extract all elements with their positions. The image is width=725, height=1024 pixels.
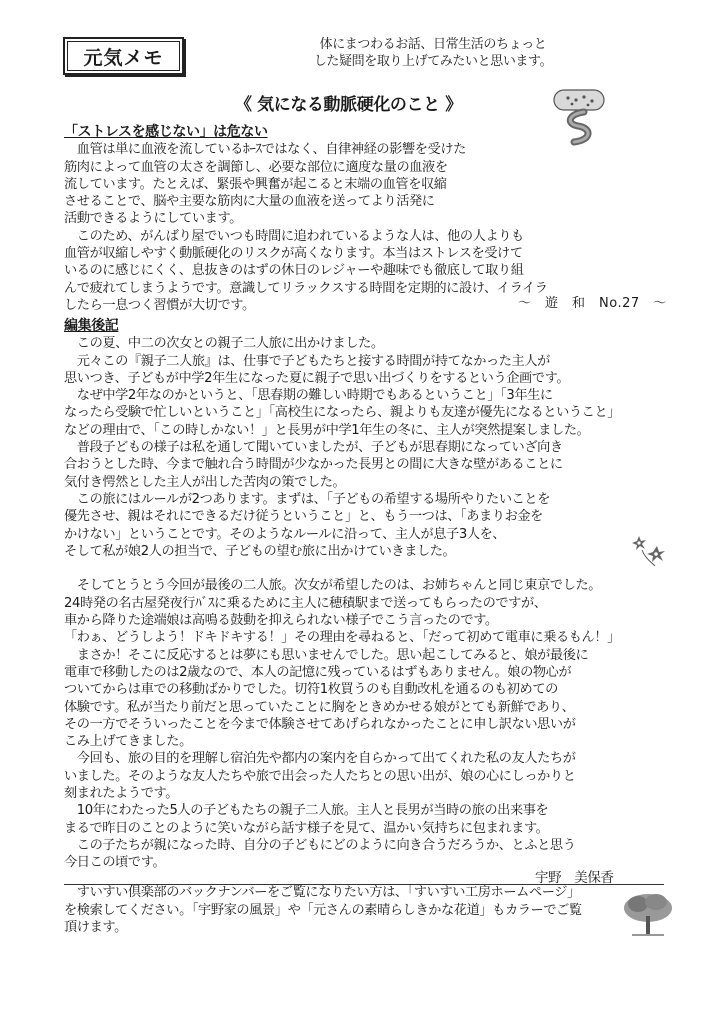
text-line: 10年にわたった5人の子どもたちの親子二人旅。主人と長男が当時の旅の出来事を bbox=[64, 803, 549, 819]
text-line: したら一息つく習慣が大切です。 bbox=[64, 297, 255, 313]
text-line: 今日この頃です。 bbox=[64, 855, 166, 871]
text-line: なぜ中学2年なのかというと、「思春期の難しい時期でもあるということ」「3年生に bbox=[64, 388, 553, 404]
text-line: 筋肉によって血管の太さを調節し、必要な部位に適度な量の血液を bbox=[64, 159, 448, 175]
footer-line: すいすい倶楽部のバックナンバーをご覧になりたい方は、「すいすい工房ホームページ」 bbox=[64, 885, 580, 900]
footer-text bbox=[64, 884, 582, 937]
flower-icon bbox=[625, 528, 673, 576]
article-section-title: 「ストレスを感じない」は危ない bbox=[64, 124, 268, 140]
text-line: まるで昨日のことのように笑いながら話す様子を見て、温かい気持ちに包まれます。 bbox=[64, 820, 549, 836]
text-line: いるのに感じにくく、息抜きのはずの休日のレジャーや趣味でも徹底して取り組 bbox=[64, 263, 524, 279]
editorial-title: 編集後記 bbox=[64, 318, 119, 334]
article-author: ～ 遊 和 No.27 ～ bbox=[518, 296, 667, 311]
text-line: かけない」ということです。そのようなルールに沿って、主人が息子3人を、 bbox=[64, 526, 506, 542]
text-line: んで疲れてしまうようです。意識してリラックスする時間を定期的に設け、イライラ bbox=[64, 280, 548, 296]
text-line: この子たちが親になった時、自分の子どもにどのように向き合うだろうか、とふと思う bbox=[64, 837, 576, 853]
article-heading: 《 気になる動脈硬化のこと 》 bbox=[235, 95, 462, 115]
text-line: させることで、脳や主要な筋肉に大量の血液を送ってより活発に bbox=[64, 194, 435, 210]
text-line: 普段子どもの様子は私を通して聞いていましたが、子どもが思春期になっていざ向き bbox=[64, 440, 563, 456]
text-line: なったら受験で忙しいということ」「高校生になったら、親よりも友達が優先になるということ」 bbox=[64, 405, 621, 421]
footer-line: 頂けます。 bbox=[64, 920, 127, 935]
text-line: このため、がんばり屋でいつも時間に追われているような人は、他の人よりも bbox=[64, 228, 524, 244]
text-line: 流しています。たとえば、緊張や興奮が起こると末端の血管を収縮 bbox=[64, 176, 447, 192]
text-line: 合おうとした時、今まで触れ合う時間が少なかった長男との間に大きな壁があることに bbox=[64, 457, 563, 473]
text-line: 車から降りた途端娘は高鳴る鼓動を抑えられない様子でこう言ったのです。 bbox=[64, 613, 498, 629]
intro-text bbox=[283, 36, 583, 70]
section-title-box bbox=[63, 37, 184, 75]
text-line: 「わぁ、どうしよう！ドキドキする！」その理由を尋ねると、「だって初めて電車に乗るもん！」 bbox=[64, 630, 620, 646]
text-line: 優先させ、親はそれにできるだけ従うということ」と、もう一つは、「あまりお金を bbox=[64, 509, 543, 525]
editorial-signature: 宇野 美保香 bbox=[535, 870, 614, 886]
text-line: この旅にはルールが2つあります。まずは、「子どもの希望する場所やりたいことを bbox=[64, 491, 550, 507]
text-line: 気付き愕然とした主人が出した苦肉の策でした。 bbox=[64, 474, 346, 490]
text-line: 元々この『親子二人旅』は、仕事で子どもたちと接する時間が持てなかった主人が bbox=[64, 353, 550, 369]
text-line: 今回も、旅の目的を理解し宿泊先や都内の案内を自らかって出てくれた私の友人たちが bbox=[64, 751, 576, 767]
text-line: そしてとうとう今回が最後の二人旅。次女が希望したのは、お姉ちゃんと同じ東京でした。 bbox=[64, 578, 602, 594]
section-title: 元気メモ bbox=[83, 46, 164, 69]
intro-line: した疑問を取り上げてみたいと思います。 bbox=[313, 54, 553, 69]
sausage-illustration-icon bbox=[548, 88, 608, 152]
text-line: 思いつき、子どもが中学2年生になった夏に親子で思い出づくりをするという企画です。 bbox=[64, 370, 570, 386]
text-line: まさか！そこに反応するとは夢にも思いませんでした。思い起こしてみると、娘が最後に bbox=[64, 647, 589, 663]
text-line: などの理由で、「この時しかない！」と長男が中学1年生の冬に、主人が突然提案しました。 bbox=[64, 422, 590, 438]
text-line: その一方でそういったことを今まで体験させてあげられなかったことに申し訳ない思いが bbox=[64, 716, 576, 732]
text-line: いました。そのような友人たちや旅で出会った人たちとの思い出が、娘の心にしっかりと bbox=[64, 768, 576, 784]
text-line bbox=[64, 560, 620, 577]
text-line: 刻まれたようです。 bbox=[64, 786, 179, 802]
footer-line: を検索してください。「宇野家の風景」や「元さんの素晴らしきかな花道」もカラーでご覧 bbox=[64, 902, 582, 918]
text-line: この夏、中二の次女との親子二人旅に出かけました。 bbox=[64, 336, 384, 352]
text-line: 24時発の名古屋発夜行ﾊﾞｽに乗るために主人に穂積駅まで送ってもらったのですが、 bbox=[64, 595, 547, 611]
text-line: 活動できるようにしています。 bbox=[64, 211, 242, 227]
text-line: そして私が娘2人の担当で、子どもの望む旅に出かけていきました。 bbox=[64, 543, 456, 559]
intro-line: 体にまつわるお話、日常生活のちょっと bbox=[319, 37, 547, 52]
text-line: 血管は単に血液を流しているﾎｰｽではなく、自律神経の影響を受けた bbox=[64, 142, 466, 158]
text-line: ついてからは車での移動ばかりでした。切符1枚買うのも自動改札を通るのも初めての bbox=[64, 682, 558, 698]
text-line: 体験です。私が当たり前だと思っていたことに胸をときめかせる娘がとても新鮮であり、 bbox=[64, 699, 575, 715]
article-body bbox=[64, 124, 548, 314]
text-line: 電車で移動したのは2歳なので、本人の記憶に残っているはずもありません。娘の物心が bbox=[64, 664, 572, 680]
editorial-body bbox=[64, 318, 620, 872]
tree-icon bbox=[620, 888, 676, 944]
text-line: こみ上げてきました。 bbox=[64, 734, 192, 750]
text-line: 血管が収縮しやすく動脈硬化のリスクが高くなります。本当はストレスを受けて bbox=[64, 246, 523, 262]
